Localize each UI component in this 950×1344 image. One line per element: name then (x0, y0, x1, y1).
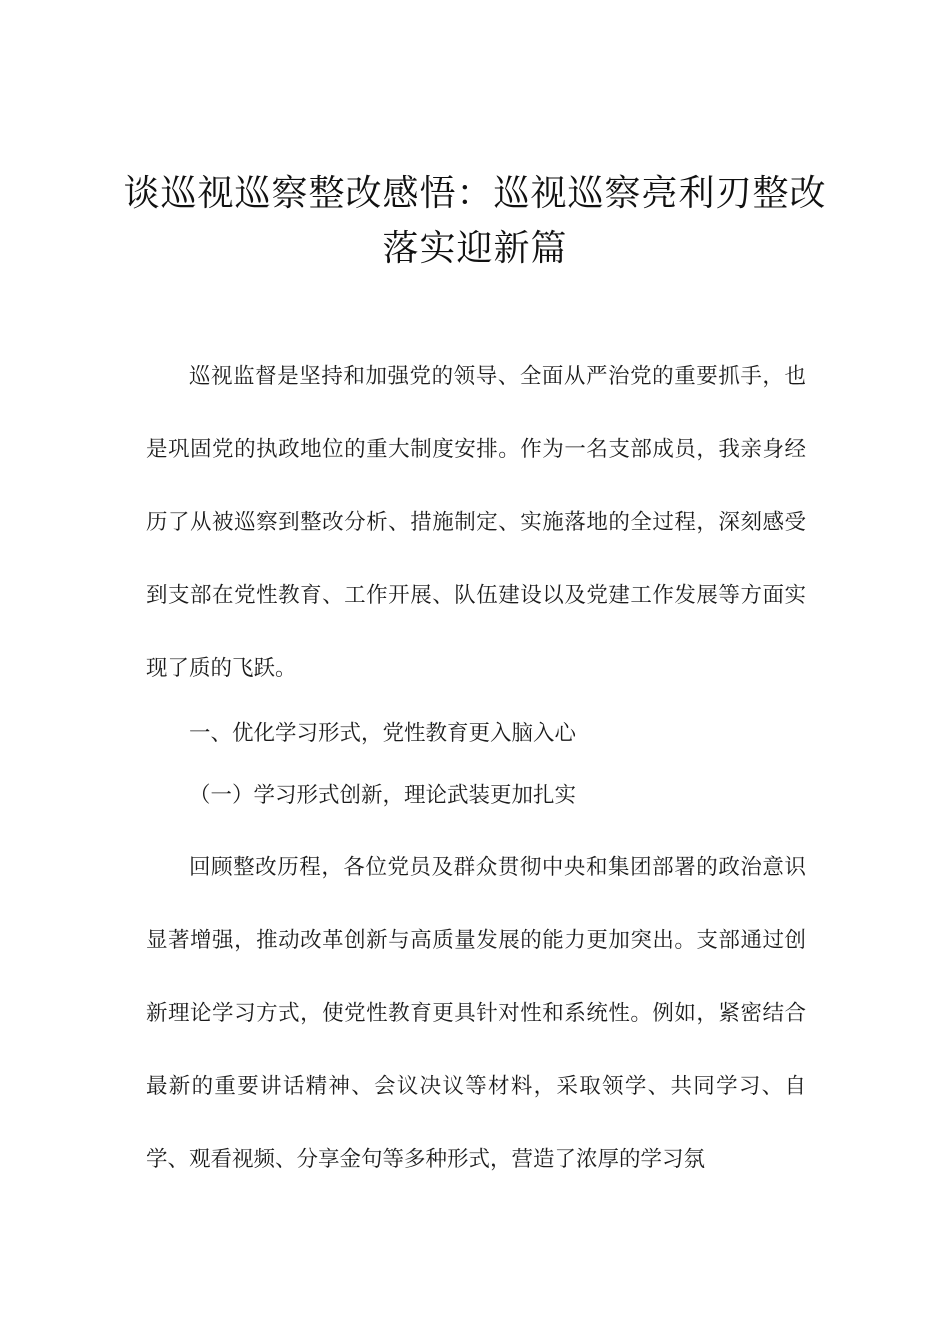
subsection-heading: （一）学习形式创新，理论武装更加扎实 (189, 783, 577, 808)
subsection-paragraph: 回顾整改历程，各位党员及群众贯彻中央和集团部署的政治意识显著增强，推动改革创新与高质量发展的能力更加突出。支部通过创新理论学习方式，使党性教育更具针对性和系统性。例如，紧密结合最新的重要讲话精神、会议决议等材料，采取领学、共同学习、自学、观看视频、分享金句等多种形式，营造了浓厚的学习氛 (146, 855, 806, 1172)
section-heading: 一、优化学习形式，党性教育更入脑入心 (189, 721, 577, 746)
document-body (146, 340, 806, 1196)
intro-paragraph: 巡视监督是坚持和加强党的领导、全面从严治党的重要抓手，也是巩固党的执政地位的重大制度安排。作为一名支部成员，我亲身经历了从被巡察到整改分析、措施制定、实施落地的全过程，深刻感受到支部在党性教育、工作开展、队伍建设以及党建工作发展等方面实现了质的飞跃。 (146, 364, 806, 681)
document-title: 谈巡视巡察整改感悟：巡视巡察亮利刃整改落实迎新篇 (123, 173, 827, 269)
